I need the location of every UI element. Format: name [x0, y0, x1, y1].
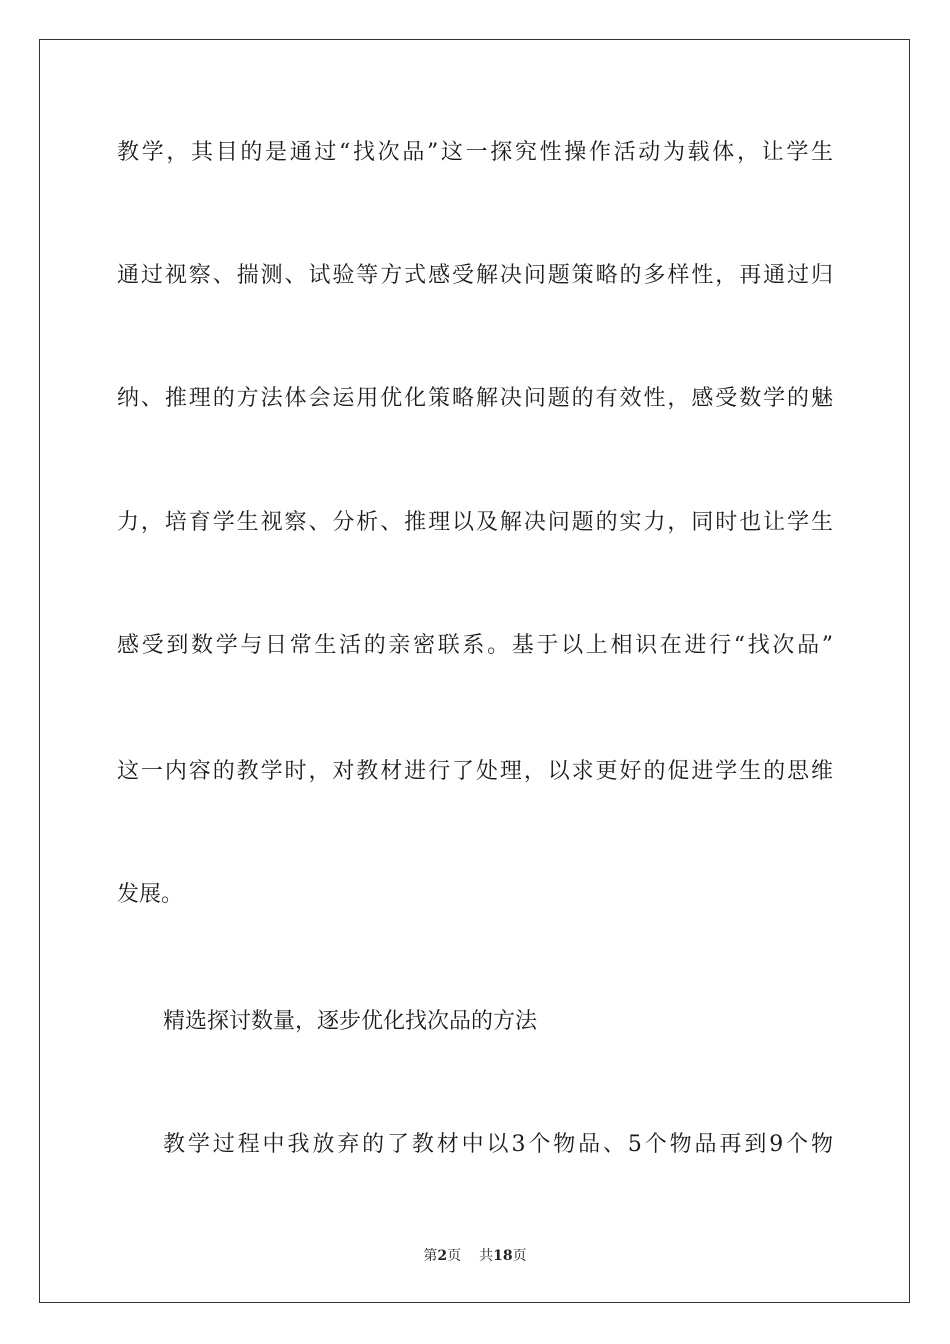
body-line-4: 力，培育学生视察、分析、推理以及解决问题的实力，同时也让学生 [117, 510, 833, 535]
body-line-2: 通过视察、揣测、试验等方式感受解决问题策略的多样性，再通过归 [117, 263, 833, 288]
footer-page-suffix: 页 [447, 1248, 462, 1264]
body-line-1: 教学，其目的是通过“找次品”这一探究性操作活动为载体，让学生 [117, 140, 833, 165]
body-line-5: 感受到数学与日常生活的亲密联系。基于以上相识在进行“找次品” [117, 633, 833, 658]
footer-total-suffix: 页 [512, 1248, 527, 1264]
body-line-9: 教学过程中我放弃的了教材中以3个物品、5个物品再到9个物 [163, 1132, 833, 1157]
section-heading: 精选探讨数量，逐步优化找次品的方法 [163, 1009, 538, 1034]
page-border [39, 39, 910, 1303]
body-line-3: 纳、推理的方法体会运用优化策略解决问题的有效性，感受数学的魅 [117, 386, 833, 411]
footer-page-current: 2 [437, 1248, 448, 1264]
page-footer [0, 1247, 950, 1265]
body-line-6: 这一内容的教学时，对教材进行了处理，以求更好的促进学生的思维 [117, 759, 833, 784]
footer-total-prefix: 共 [479, 1248, 494, 1264]
body-line-7: 发展。 [117, 882, 184, 907]
footer-total-pages: 18 [493, 1248, 513, 1264]
footer-page-prefix: 第 [423, 1248, 438, 1264]
